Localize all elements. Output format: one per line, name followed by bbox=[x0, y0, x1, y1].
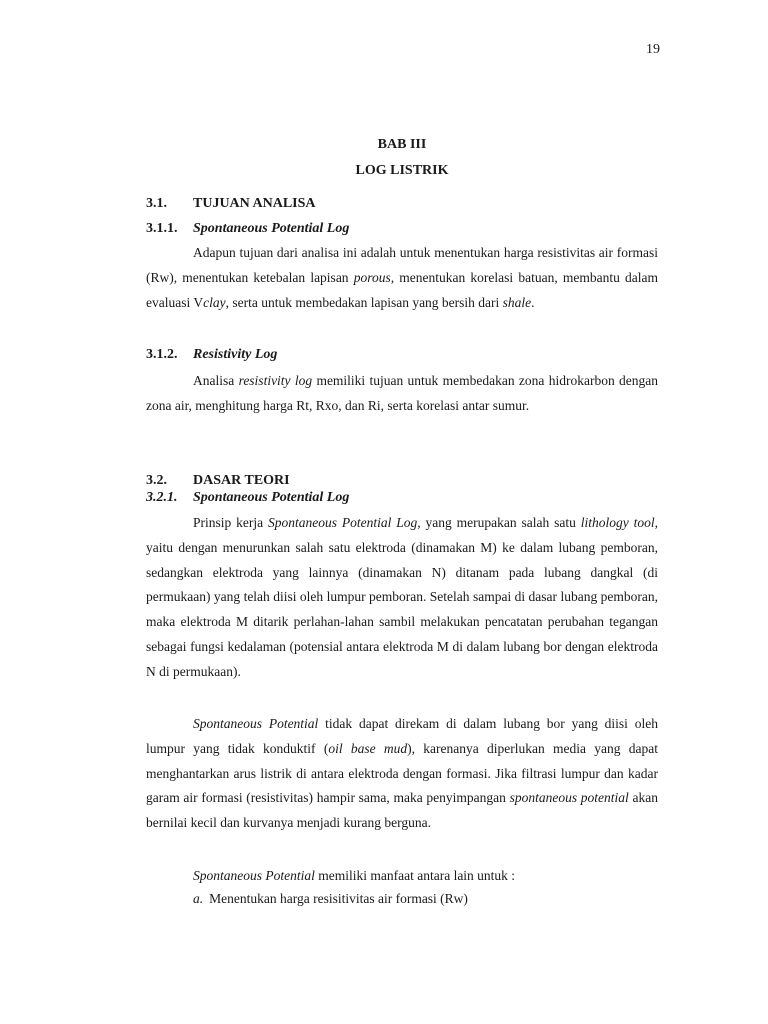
subsection-number: 3.1.2. bbox=[146, 347, 178, 362]
subsection-title: Resistivity Log bbox=[193, 347, 278, 362]
subsection-heading bbox=[146, 347, 277, 363]
section-title: DASAR TEORI bbox=[193, 473, 290, 488]
paragraph: Adapun tujuan dari analisa ini adalah untuk menentukan harga resistivitas air formasi (Rw), menentukan ketebalan lapisan porous, menentukan korelasi batuan, membantu dalam evaluasi Vclay, serta untuk membedakan lapisan yang bersih dari shale. bbox=[146, 245, 659, 310]
section-number: 3.2. bbox=[146, 473, 167, 488]
list-item bbox=[193, 891, 468, 907]
paragraph: Analisa resistivity log memiliki tujuan untuk membedakan zona hidrokarbon dengan zona air, menghitung harga Rt, Rxo, dan Ri, serta korelasi antar sumur. bbox=[146, 373, 658, 413]
page-number: 19 bbox=[646, 42, 660, 57]
subsection-heading bbox=[146, 490, 349, 506]
subsection-title: Spontaneous Potential Log bbox=[193, 490, 350, 505]
section-title: TUJUAN ANALISA bbox=[193, 196, 316, 211]
paragraph: Prinsip kerja Spontaneous Potential Log, yang merupakan salah satu lithology tool, yaitu dengan menurunkan salah satu elektroda (dinamakan M) ke dalam lubang pemboran, sedangkan elektroda yang lainnya (dinamakan N) ditanam pada lubang dangkal (di permukaan) yang telah diisi oleh lumpur pemboran. Setelah sampai di dasar lubang pemboran, maka elektroda M ditarik perlahan-lahan sambil melakukan pencatatan perubahan tegangan sebagai fungsi kedalaman (potensial antara elektroda M di dalam lubang bor dengan elektroda N di permukaan). bbox=[146, 515, 659, 679]
paragraph: Spontaneous Potential tidak dapat direkam di dalam lubang bor yang diisi oleh lumpur yang tidak konduktif (oil base mud), karenanya diperlukan media yang dapat menghantarkan arus listrik di antara elektroda dengan formasi. Jika filtrasi lumpur dan kadar garam air formasi (resistivitas) hampir sama, maka penyimpangan spontaneous potential akan bernilai kecil dan kurvanya menjadi kurang berguna. bbox=[146, 716, 658, 831]
subsection-number: 3.1.1. bbox=[146, 221, 178, 236]
list-marker: a. bbox=[193, 891, 204, 906]
list-item-text: Menentukan harga resisitivitas air formasi (Rw) bbox=[209, 891, 468, 906]
subsection-heading bbox=[146, 221, 349, 237]
subsection-title: Spontaneous Potential Log bbox=[193, 221, 350, 236]
paragraph: Spontaneous Potential memiliki manfaat antara lain untuk : bbox=[193, 868, 516, 883]
section-heading bbox=[146, 196, 316, 212]
subsection-number: 3.2.1. bbox=[146, 490, 178, 505]
chapter-label: BAB III bbox=[377, 137, 427, 152]
section-number: 3.1. bbox=[146, 196, 167, 211]
chapter-title: LOG LISTRIK bbox=[355, 163, 449, 178]
section-heading bbox=[146, 473, 290, 489]
